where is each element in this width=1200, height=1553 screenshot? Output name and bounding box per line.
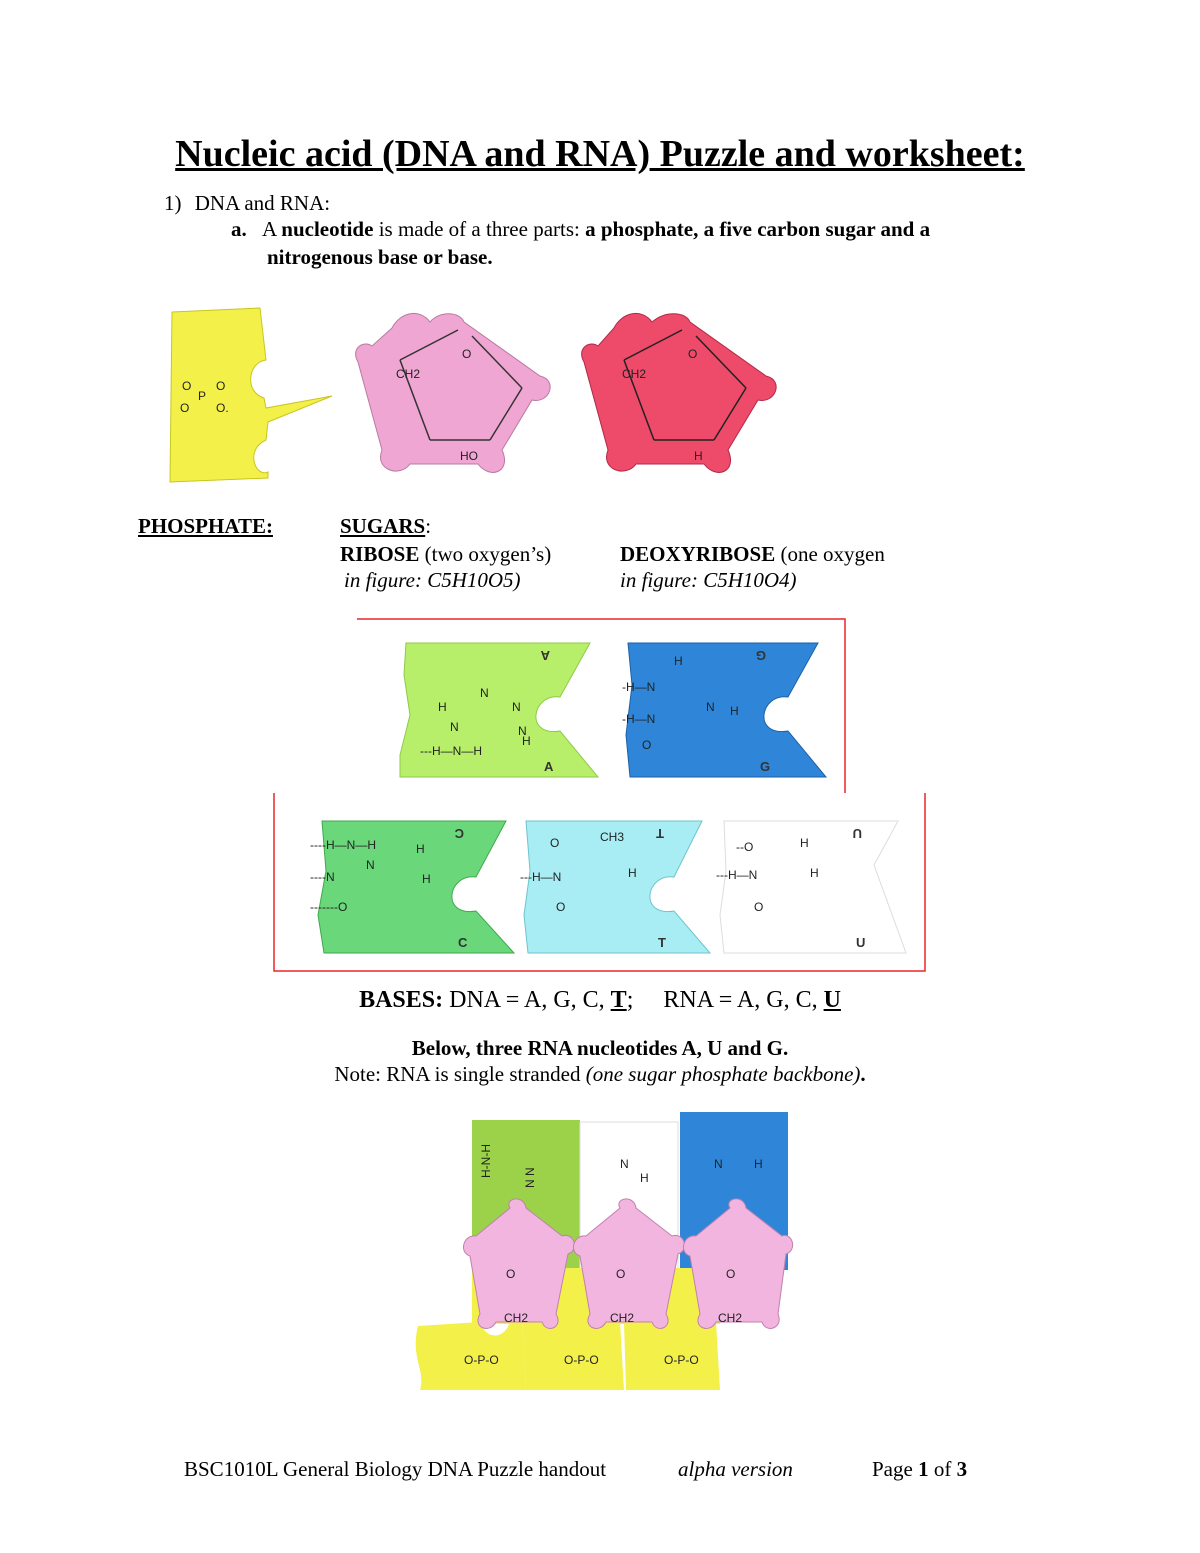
svg-text:CH2: CH2 <box>396 367 421 381</box>
item-1-number: 1) <box>164 191 182 215</box>
svg-text:O: O <box>550 836 560 850</box>
dna-thymine: T <box>610 987 627 1013</box>
svg-text:O: O <box>462 347 472 361</box>
sugars-colon: : <box>425 514 432 538</box>
svg-text:H: H <box>416 842 425 856</box>
svg-text:O: O <box>688 347 698 361</box>
rna-note-pre: Note: RNA is single stranded <box>334 1062 586 1086</box>
svg-text:O: O <box>616 1267 626 1281</box>
guanine-label-top: G <box>755 648 766 663</box>
phosphate-piece <box>170 308 332 482</box>
guanine-piece <box>622 643 826 777</box>
adenine-label: A <box>544 759 554 774</box>
rna-note-italic: (one sugar phosphate backbone) <box>585 1062 861 1086</box>
bases-label: BASES: <box>359 987 444 1013</box>
rna-note-post: . <box>860 1062 866 1086</box>
sugars-label-row <box>340 512 431 540</box>
rna-strand-figure <box>414 1108 794 1398</box>
svg-text:N: N <box>620 1157 629 1171</box>
svg-text:O: O <box>726 1267 736 1281</box>
svg-text:-------O: -------O <box>310 900 348 914</box>
svg-text:H: H <box>694 449 703 463</box>
svg-text:CH2: CH2 <box>610 1311 635 1325</box>
item-1-text: DNA and RNA: <box>194 191 331 215</box>
adenine-label-top: A <box>540 648 550 663</box>
svg-text:O: O <box>642 738 652 752</box>
svg-text:O: O <box>556 900 566 914</box>
cytosine-label-top: C <box>454 826 464 841</box>
svg-text:H: H <box>438 700 447 714</box>
nucleotide-parts: a phosphate, a five carbon sugar and a <box>585 217 931 241</box>
svg-text:---H—N—H: ---H—N—H <box>420 744 482 758</box>
svg-text:H: H <box>674 654 683 668</box>
item-1 <box>164 189 330 217</box>
svg-text:O.: O. <box>216 401 229 415</box>
ribose-formula: in figure: C5H10O5) <box>344 568 521 592</box>
footer-page-mid: of <box>928 1457 957 1481</box>
svg-text:CH2: CH2 <box>622 367 647 381</box>
deoxyribose-note: (one oxygen <box>775 542 885 566</box>
svg-text:CH3: CH3 <box>600 830 625 844</box>
thymine-label: T <box>658 935 666 950</box>
svg-text:O-P-O: O-P-O <box>464 1353 499 1367</box>
svg-text:H: H <box>628 866 637 880</box>
svg-text:N N: N N <box>523 1167 537 1188</box>
rna-caption-title: Below, three RNA nucleotides A, U and G. <box>411 1036 789 1060</box>
uracil-piece <box>716 821 906 953</box>
svg-text:HO: HO <box>460 449 478 463</box>
thymine-piece <box>520 821 710 953</box>
svg-text:O: O <box>180 401 190 415</box>
svg-text:CH2: CH2 <box>718 1311 743 1325</box>
svg-text:H-N-H: H-N-H <box>479 1144 493 1178</box>
svg-text:N: N <box>480 686 489 700</box>
svg-text:H: H <box>730 704 739 718</box>
nucleotide-parts-cont: nitrogenous base or base. <box>267 245 493 269</box>
sugars-label: SUGARS <box>340 514 426 538</box>
svg-text:H: H <box>810 866 819 880</box>
footer-course: BSC1010L General Biology DNA Puzzle handout <box>184 1457 607 1481</box>
svg-text:---H—N: ---H—N <box>520 870 562 884</box>
item-1a-mid: is made of a three parts: <box>373 217 586 241</box>
ribose-piece <box>356 313 551 472</box>
svg-text:O: O <box>182 379 192 393</box>
svg-text:-H—N: -H—N <box>622 712 656 726</box>
footer-page <box>872 1455 967 1483</box>
ribose-row <box>340 540 551 568</box>
svg-text:----H—N—H: ----H—N—H <box>310 838 376 852</box>
deoxyribose-formula: in figure: C5H10O4) <box>620 568 797 592</box>
svg-text:N: N <box>706 700 715 714</box>
svg-text:O-P-O: O-P-O <box>664 1353 699 1367</box>
item-1a-letter: a. <box>231 217 247 241</box>
rna-bases: ; RNA = A, G, C, <box>626 987 824 1013</box>
adenine-piece <box>400 643 598 777</box>
nucleotide-term: nucleotide <box>281 217 374 241</box>
footer-page-total: 3 <box>956 1457 968 1481</box>
cytosine-piece <box>310 821 514 953</box>
rna-caption-note <box>0 1060 1200 1088</box>
svg-text:O: O <box>754 900 764 914</box>
ribose-note: (two oxygen’s) <box>419 542 552 566</box>
svg-text:---H—N: ---H—N <box>716 868 758 882</box>
footer-page-pre: Page <box>872 1457 919 1481</box>
svg-text:----N: ----N <box>310 870 335 884</box>
svg-text:N: N <box>512 700 521 714</box>
footer-version: alpha version <box>678 1457 793 1481</box>
page-title: Nucleic acid (DNA and RNA) Puzzle and worksheet: <box>175 133 1025 175</box>
deoxyribose-piece <box>582 313 777 472</box>
svg-text:P: P <box>198 389 207 403</box>
svg-text:H: H <box>800 836 809 850</box>
svg-text:-H—N: -H—N <box>622 680 656 694</box>
deoxyribose-label: DEOXYRIBOSE <box>620 542 776 566</box>
svg-text:N: N <box>450 720 459 734</box>
uracil-label: U <box>856 935 866 950</box>
footer-page-num: 1 <box>918 1457 929 1481</box>
svg-text:H: H <box>640 1171 649 1185</box>
svg-text:CH2: CH2 <box>504 1311 529 1325</box>
item-1a-pre: A <box>262 217 282 241</box>
bases-figure <box>270 615 930 975</box>
svg-text:--O: --O <box>736 840 754 854</box>
svg-text:N: N <box>366 858 375 872</box>
deoxyribose-row <box>620 540 885 568</box>
uracil-label-top: U <box>852 826 862 841</box>
rna-uracil: U <box>823 987 841 1013</box>
svg-text:O: O <box>216 379 226 393</box>
svg-text:O-P-O: O-P-O <box>564 1353 599 1367</box>
svg-text:O: O <box>506 1267 516 1281</box>
phosphate-label: PHOSPHATE: <box>138 514 273 538</box>
sugar-phosphate-pieces <box>160 300 820 500</box>
svg-text:N: N <box>518 724 527 738</box>
svg-text:H: H <box>754 1157 763 1171</box>
svg-text:H: H <box>422 872 431 886</box>
guanine-label: G <box>760 759 771 774</box>
item-1a <box>231 215 930 243</box>
bases-summary <box>0 987 1200 1014</box>
dna-bases: DNA = A, G, C, <box>443 987 611 1013</box>
svg-text:H: H <box>522 734 531 748</box>
cytosine-label: C <box>458 935 468 950</box>
svg-text:N: N <box>714 1157 723 1171</box>
ribose-label: RIBOSE <box>340 542 420 566</box>
thymine-label-top: T <box>656 826 664 841</box>
